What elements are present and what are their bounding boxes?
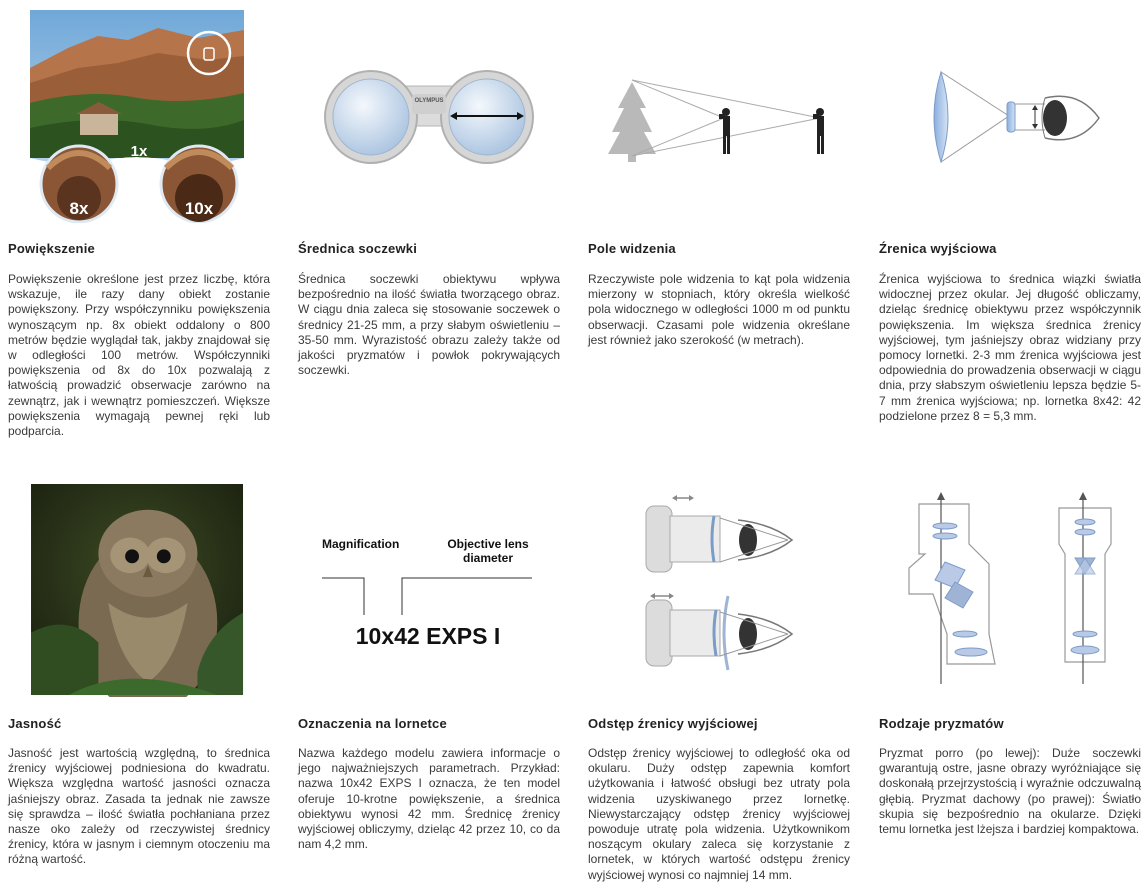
card-description: Nazwa każdego modelu zawiera informacje o jego najważniejszych parametrach. Przykład: nazwa 10x42 EXPS I oznacza, że ten model oferuje 10-krotne powiększenie, a średnica obiektywu wynosi 42 mm. Średnicę źrenicy wyjściowej obliczymy, dzieląc 42 przez 10, co da nam 4,2 mm. <box>298 746 560 852</box>
zoom-label-1x: 1x <box>130 143 148 160</box>
card-title: Rodzaje pryzmatów <box>879 716 1004 731</box>
card-title: Jasność <box>8 716 62 731</box>
card-description: Pryzmat porro (po lewej): Duże soczewki gwarantują ostre, jasne obrazy wyróżniające się doskonałą przejrzystością i wyraźnie odczuwalną głębią. Pryzmat dachowy (po prawej): Światło skupia się bezpośrednio na okularze. Dzięki temu lornetka jest lżejsza i bardziej kompaktowa. <box>879 746 1141 837</box>
zoom-label-10x: 10x <box>184 199 214 218</box>
card-description: Jasność jest wartością względną, to średnica źrenicy wyjściowej podniesiona do kwadratu. Większa względna wartość jasności oznacza jaśniejszy obraz. Zasada ta jednak nie zawsze się sprawdza – ilość światła pochłaniana przez nasze oko zależy od rzeczywistej średnicy źrenicy, która w jasnym i ciemnym otoczeniu ma różną wartość. <box>8 746 270 867</box>
exit-pupil-diagram <box>879 8 1141 223</box>
model-name-diagram <box>298 484 560 699</box>
eye-relief-diagram <box>588 484 850 699</box>
card-title: Oznaczenia na lornetce <box>298 716 447 731</box>
diagram-label-objective-2: diameter <box>462 551 514 565</box>
diagram-label-magnification: Magnification <box>322 537 400 551</box>
magnification-landscape-image <box>8 8 270 223</box>
diagram-label-objective-1: Objective lens <box>447 537 529 551</box>
card-title: Odstęp źrenicy wyjściowej <box>588 716 758 731</box>
card-title: Powiększenie <box>8 241 95 256</box>
card-description: Odstęp źrenicy wyjściowej to odległość oka od okularu. Duży odstęp zapewnia komfort użytkowania i łatwość obsługi bez utraty pola widzenia uzyskiwanego przez lornetkę. Niewystarczający odstęp źrenicy wyjściowej powoduje utratę pola widzenia. Użytkownikom noszącym okulary zaleca się korzystanie z lornetek, w których wartość odstępu źrenicy wyjściowej wynosi co najmniej 14 mm. <box>588 746 850 882</box>
binoculars-front-image <box>298 8 560 223</box>
card-title: Pole widzenia <box>588 241 676 256</box>
model-code: 10x42 EXPS I <box>355 623 501 649</box>
field-of-view-diagram <box>588 8 850 223</box>
owl-photo <box>8 484 270 697</box>
card-description: Źrenica wyjściowa to średnica wiązki światła widocznej przez okular. Jej długość obliczamy, dzieląc średnicę obiektywu przez współczynnik powiększenia. Im większa średnica źrenicy wyjściowej, tym jaśniejszy obraz widziany przy pomocy lornetki. 2-3 mm źrenica wyjściowa jest odpowiednia do prowadzenia obserwacji w ciągu dnia, przy słabszym oświetleniu lepsza będzie 5-7 mm źrenica wyjściowa; np. lornetka 8x42: 42 podzielone przez 8 = 5,3 mm. <box>879 272 1141 423</box>
prism-types-diagram <box>879 484 1141 699</box>
card-description: Średnica soczewki obiektywu wpływa bezpośrednio na ilość światła tworzącego obraz. W ciągu dnia zaleca się stosowanie soczewek o średnicy 21-25 mm, a przy słabym oświetleniu – 35-50 mm. Wyrazistość obrazu zależy także od jakości pryzmatów i powłok pokrywających soczewki. <box>298 272 560 378</box>
card-title: Źrenica wyjściowa <box>879 241 997 256</box>
card-description: Powiększenie określone jest przez liczbę, która wskazuje, ile razy dany obiekt zostanie powiększony. Przy współczynniku powiększenia wynoszącym np. 8x obiekt oddalony o 800 metrów będzie wyglądał tak, jakby znajdował się w odległości 100 metrów. Współczynniki powiększenia od 8x do 10x pozwalają z łatwością prowadzić obserwacje zarówno na zewnątrz, jak i wewnątrz pomieszczeń. Większe powiększenia wymagają pewnej ręki lub podparcia. <box>8 272 270 439</box>
card-description: Rzeczywiste pole widzenia to kąt pola widzenia mierzony w stopniach, który określa wielkość pola widocznego w odległości 1000 m od punktu obserwacji. Czasami pole widzenia określane jest również jako szerokość (w metrach). <box>588 272 850 347</box>
card-title: Średnica soczewki <box>298 241 418 256</box>
brand-label: OLYMPUS <box>414 98 444 104</box>
zoom-label-8x: 8x <box>69 199 89 218</box>
